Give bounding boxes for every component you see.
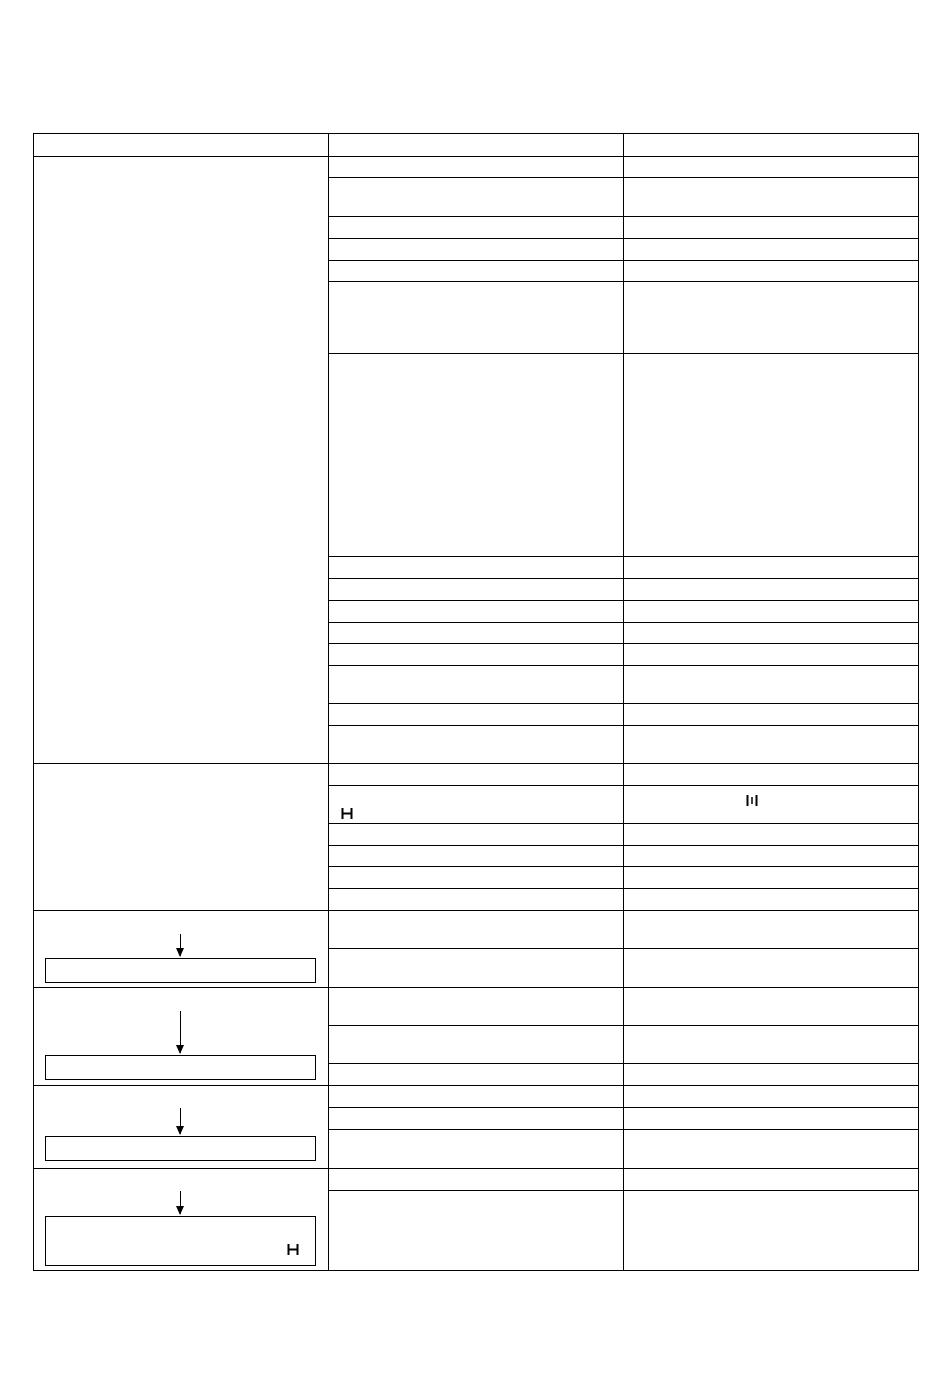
down-arrow [180, 1108, 181, 1134]
row-divider [328, 703, 919, 704]
header-row-divider [33, 156, 919, 157]
row-divider [328, 866, 919, 867]
flow-result-box [45, 1136, 316, 1161]
row-divider [328, 665, 919, 666]
row-divider [328, 238, 919, 239]
down-arrow [180, 1011, 181, 1053]
column-divider-2 [623, 133, 624, 1271]
row-divider [328, 353, 919, 354]
down-arrow [180, 934, 181, 956]
row-divider [328, 948, 919, 949]
row-divider [328, 643, 919, 644]
flow-result-box [45, 1055, 316, 1080]
down-arrow [180, 1191, 181, 1214]
flow-result-box [45, 958, 316, 983]
row-divider [328, 1063, 919, 1064]
row-divider [328, 177, 919, 178]
row-divider [328, 725, 919, 726]
section-divider [33, 987, 919, 988]
row-divider [328, 785, 919, 786]
row-divider [328, 556, 919, 557]
row-divider [328, 1107, 919, 1108]
bracket-h-icon [341, 808, 353, 819]
bracket-triple-icon [746, 795, 758, 806]
column-divider-1 [328, 133, 329, 1271]
section-divider [33, 1168, 919, 1169]
flow-result-box [45, 1216, 316, 1266]
bracket-h-icon [287, 1244, 299, 1255]
row-divider [328, 578, 919, 579]
row-divider [328, 845, 919, 846]
row-divider [328, 216, 919, 217]
row-divider [328, 1129, 919, 1130]
row-divider [328, 281, 919, 282]
section-divider [33, 763, 919, 764]
row-divider [328, 600, 919, 601]
row-divider [328, 1025, 919, 1026]
row-divider [328, 888, 919, 889]
row-divider [328, 1190, 919, 1191]
row-divider [328, 823, 919, 824]
row-divider [328, 622, 919, 623]
row-divider [328, 260, 919, 261]
procedure-table [33, 133, 919, 1271]
section-divider [33, 1085, 919, 1086]
section-divider [33, 910, 919, 911]
